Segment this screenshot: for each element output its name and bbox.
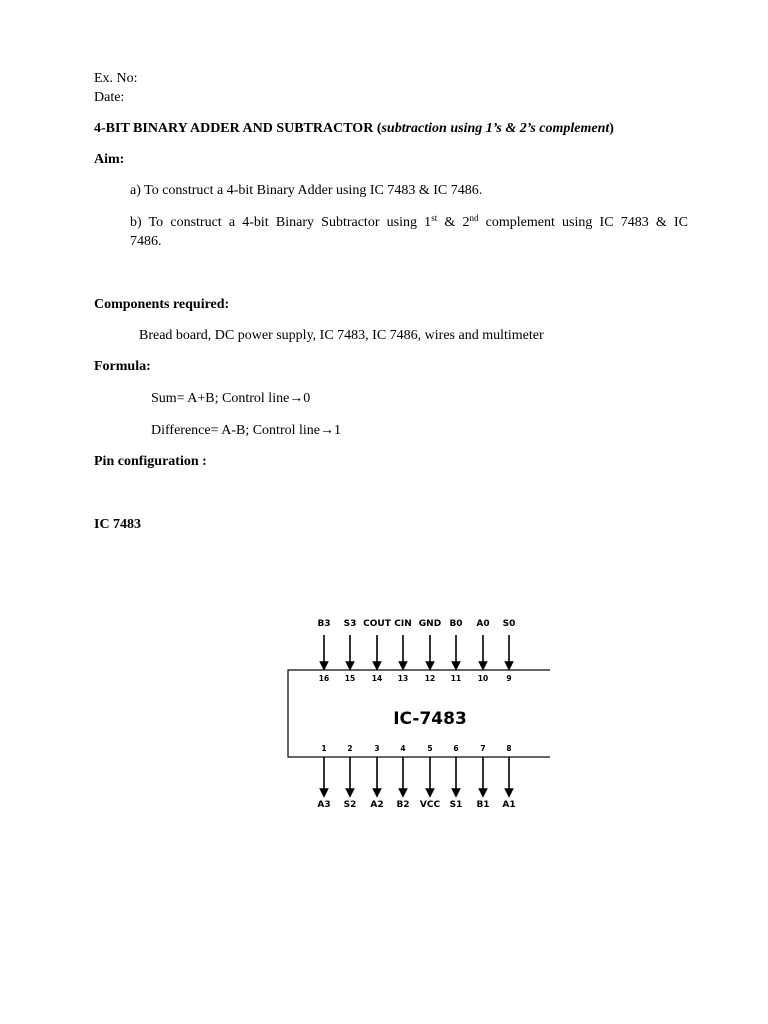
ic-7483-pin-diagram bbox=[250, 605, 550, 820]
bottom-pin-label-0: A3 bbox=[317, 800, 331, 810]
top-pin-number-7: 9 bbox=[506, 674, 512, 683]
ex-no-label: Ex. No: bbox=[94, 71, 138, 86]
ic-chip-label: IC-7483 bbox=[393, 709, 467, 729]
bottom-pin-number-3: 4 bbox=[400, 744, 406, 753]
title-main: 4-BIT BINARY ADDER AND SUBTRACTOR bbox=[94, 121, 374, 136]
top-pin-number-0: 16 bbox=[318, 674, 330, 683]
ic-heading: IC 7483 bbox=[94, 517, 142, 532]
top-pin-label-5: B0 bbox=[449, 619, 463, 629]
top-pin-number-2: 14 bbox=[371, 674, 383, 683]
aim-item-b-post: complement using IC 7483 & IC bbox=[478, 215, 688, 230]
formula-difference: Difference= A-B; Control line→1 bbox=[151, 423, 341, 438]
top-pin-label-6: A0 bbox=[476, 619, 490, 629]
aim-item-b-sup1: st bbox=[431, 213, 438, 223]
top-pin-number-6: 10 bbox=[477, 674, 489, 683]
bottom-pin-number-2: 3 bbox=[374, 744, 380, 753]
formula-heading: Formula: bbox=[94, 359, 151, 374]
top-pin-label-1: S3 bbox=[343, 619, 357, 629]
aim-item-b-mid: & 2 bbox=[437, 215, 470, 230]
top-pin-label-2: COUT bbox=[363, 619, 391, 629]
aim-item-b bbox=[130, 214, 688, 231]
title-paren-close: ) bbox=[609, 121, 614, 136]
top-pin-label-4: GND bbox=[418, 619, 442, 629]
top-pin-number-5: 11 bbox=[450, 674, 462, 683]
aim-heading: Aim: bbox=[94, 152, 125, 167]
bottom-pin-label-7: A1 bbox=[502, 800, 516, 810]
top-pin-number-1: 15 bbox=[344, 674, 356, 683]
bottom-pin-number-7: 8 bbox=[506, 744, 512, 753]
title-subtitle: subtraction using 1’s & 2’s complement bbox=[381, 121, 610, 136]
components-text: Bread board, DC power supply, IC 7483, IC 7486, wires and multimeter bbox=[139, 328, 544, 343]
bottom-pin-label-4: VCC bbox=[419, 800, 441, 810]
aim-item-b-sup2: nd bbox=[469, 213, 479, 223]
bottom-pin-number-4: 5 bbox=[427, 744, 433, 753]
top-pin-number-3: 13 bbox=[397, 674, 409, 683]
bottom-pin-label-3: B2 bbox=[396, 800, 410, 810]
document-title bbox=[94, 120, 614, 137]
bottom-pin-number-5: 6 bbox=[453, 744, 459, 753]
title-paren-open: ( bbox=[376, 121, 382, 136]
components-heading: Components required: bbox=[94, 297, 230, 312]
aim-item-b-line2: 7486. bbox=[130, 234, 162, 249]
bottom-pin-label-6: B1 bbox=[476, 800, 490, 810]
formula-sum: Sum= A+B; Control line→0 bbox=[151, 391, 311, 406]
pin-config-heading: Pin configuration : bbox=[94, 454, 207, 469]
top-pin-number-4: 12 bbox=[424, 674, 436, 683]
bottom-pin-number-6: 7 bbox=[480, 744, 486, 753]
bottom-pin-number-0: 1 bbox=[321, 744, 327, 753]
bottom-pin-label-1: S2 bbox=[343, 800, 357, 810]
top-pin-label-7: S0 bbox=[502, 619, 516, 629]
aim-item-b-pre: b) To construct a 4-bit Binary Subtractor using 1 bbox=[130, 215, 432, 230]
bottom-pin-label-5: S1 bbox=[449, 800, 463, 810]
bottom-pin-number-1: 2 bbox=[347, 744, 353, 753]
top-pin-label-3: CIN bbox=[394, 619, 412, 629]
date-label: Date: bbox=[94, 90, 125, 105]
aim-item-a: a) To construct a 4-bit Binary Adder using IC 7483 & IC 7486. bbox=[130, 183, 483, 198]
top-pin-label-0: B3 bbox=[317, 619, 331, 629]
bottom-pin-label-2: A2 bbox=[370, 800, 384, 810]
